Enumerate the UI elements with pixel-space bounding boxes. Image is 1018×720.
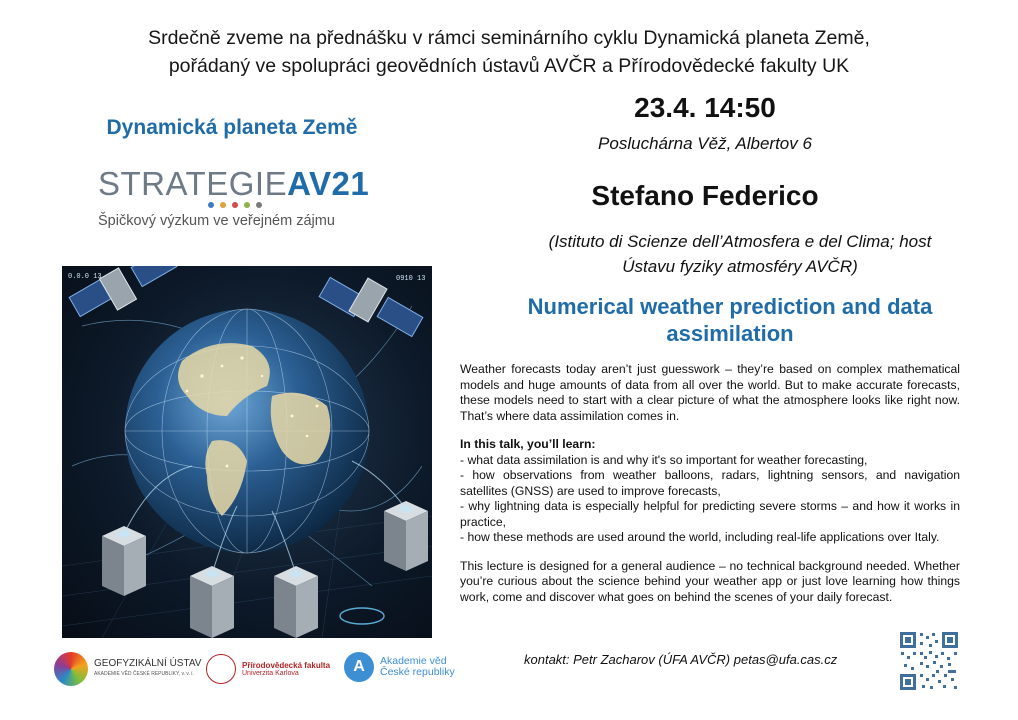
geofyzikalni-ustav-logo [54, 652, 201, 686]
strategie-dot [220, 202, 226, 208]
event-venue: Posluchárna Věž, Albertov 6 [598, 134, 812, 153]
gfu-subtitle: AKADEMIE VĚD ČESKÉ REPUBLIKY, v. v. i. [94, 671, 194, 677]
strategie-av21-logo [98, 165, 388, 237]
speaker-name: Stefano Federico [591, 180, 819, 211]
learn-item: - why lightning data is especially helpful for predicting severe storms – and how it works in practice, [460, 499, 960, 529]
uk-seal-icon [206, 654, 236, 684]
event-date: 23.4. 14:50 [634, 92, 776, 123]
strategie-wordmark [98, 165, 388, 203]
av-line-2: České republiky [380, 666, 455, 678]
strategie-dots [208, 202, 262, 208]
abstract [460, 362, 960, 618]
pf-name: Přírodovědecká fakulta [242, 661, 331, 670]
av-emblem-icon: A [344, 652, 374, 682]
strategie-dot [244, 202, 250, 208]
gfu-text [94, 658, 201, 680]
series-title: Dynamická planeta Země [106, 116, 358, 139]
contact-line: kontakt: Petr Zacharov (ÚFA AVČR) petas@ufa.cas.cz [524, 652, 838, 667]
av-text [380, 656, 455, 678]
hero-label-right: 0910 13 [396, 275, 426, 283]
strategie-dot [208, 202, 214, 208]
qr-code-icon [898, 630, 960, 692]
speaker-affiliation [500, 229, 980, 279]
strategie-dot [256, 202, 262, 208]
talk-title-line-2: assimilation [666, 321, 794, 346]
learn-item: - how observations from weather balloons, radars, lightning sensors, and navigation satellites (GNSS) are used to improve forecasts, [460, 468, 960, 498]
learn-list [460, 453, 960, 546]
talk-title-line-1: Numerical weather prediction and data [527, 294, 933, 319]
akademie-ved-logo [344, 652, 455, 682]
globe-network-illustration [62, 266, 432, 638]
pf-subtitle: Univerzita Karlova [242, 670, 299, 677]
strategie-subtitle: Špičkový výzkum ve veřejném zájmu [98, 213, 335, 229]
pf-text [242, 661, 330, 677]
globe-illustration-svg [62, 266, 432, 638]
abstract-intro: Weather forecasts today aren’t just guesswork – they’re based on complex mathematical models and huge amounts of data from all over the world. But to make accurate forecasts, these models need to start with a clear picture of what the atmosphere looks like right now. That’s where data assimilation comes in. [460, 362, 960, 423]
abstract-closing: This lecture is designed for a general audience – no technical background needed. Whether you’re curious about the science behind your weather app or just love learning how things work, come and discover what goes on behind the scenes of your daily forecast. [460, 558, 960, 604]
strategie-dot [232, 202, 238, 208]
learn-item: - what data assimilation is and why it's so important for weather forecasting, [460, 452, 868, 467]
learn-item: - how these methods are used around the world, including real-life applications over Italy. [460, 530, 940, 544]
prirodovedecka-fakulta-logo [206, 654, 330, 684]
av-line-1: Akademie věd [380, 655, 447, 667]
invitation-line-1: Srdečně zveme na přednášku v rámci seminárního cyklu Dynamická planeta Země, [148, 27, 870, 49]
gfu-name: GEOFYZIKÁLNÍ ÚSTAV [94, 658, 202, 669]
hero-label-left: 0.0.0 13 [68, 273, 102, 281]
gfu-emblem-icon [54, 652, 88, 686]
invitation-text [0, 24, 1018, 80]
affiliation-line-2: Ústavu fyziky atmosféry AVČR) [622, 257, 858, 276]
talk-title [470, 293, 990, 347]
strategie-word: STRATEGIE [98, 165, 288, 202]
invitation-line-2: pořádaný ve spolupráci geovědních ústavů AVČR a Přírodovědecké fakulty UK [168, 55, 850, 77]
av21-word: AV21 [287, 165, 370, 202]
learn-heading: In this talk, you’ll learn: [460, 437, 596, 451]
affiliation-line-1: (Istituto di Scienze dell’Atmosfera e del Clima; host [548, 232, 932, 251]
satellite-right [319, 275, 426, 336]
